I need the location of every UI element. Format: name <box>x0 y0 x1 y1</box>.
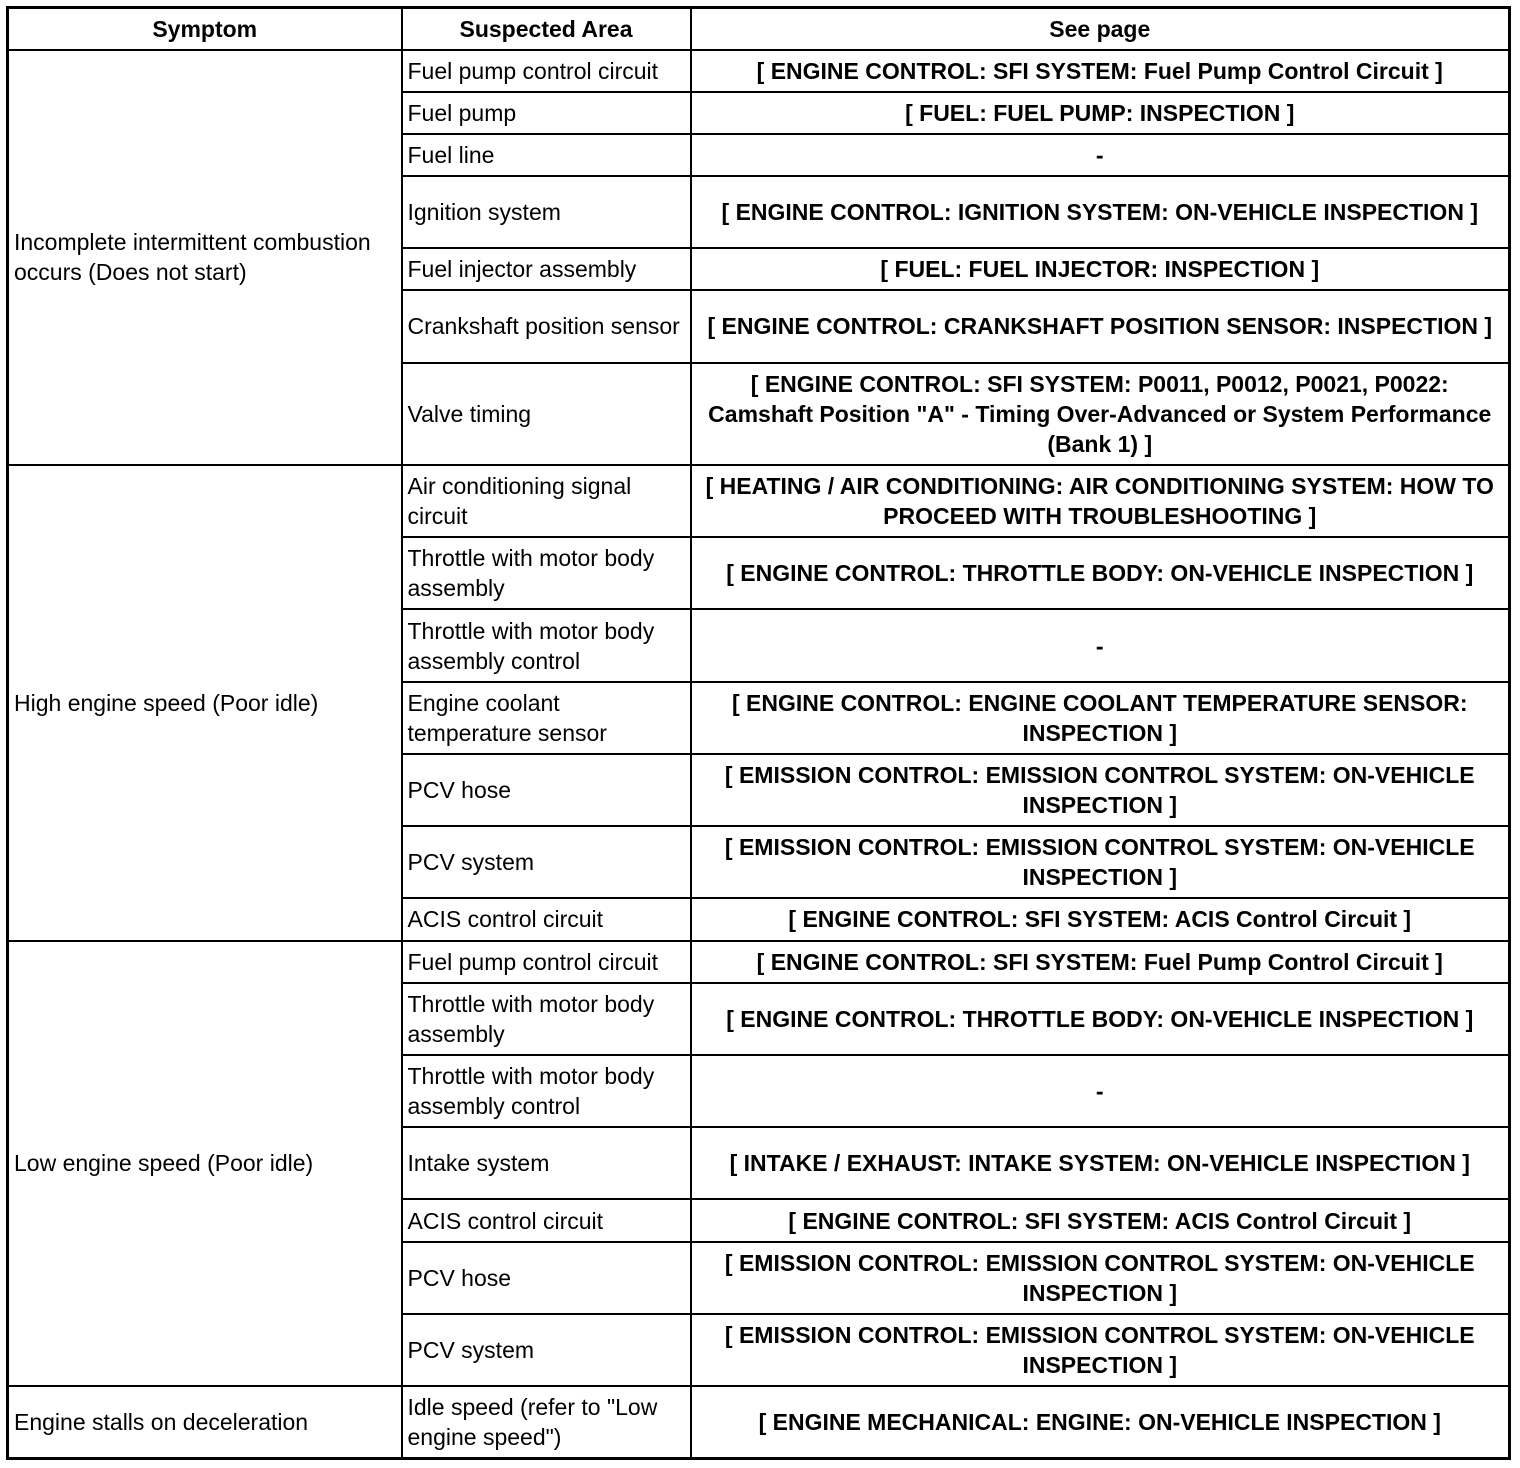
suspected-area-cell: ACIS control circuit <box>402 1199 691 1241</box>
see-page-cell: [ HEATING / AIR CONDITIONING: AIR CONDITIONING SYSTEM: HOW TO PROCEED WITH TROUBLESHOOTING ] <box>691 465 1510 537</box>
header-symptom: Symptom <box>8 8 402 50</box>
suspected-area-cell: Throttle with motor body assembly control <box>402 1055 691 1127</box>
suspected-area-cell: Ignition system <box>402 176 691 248</box>
see-page-cell: [ ENGINE CONTROL: THROTTLE BODY: ON-VEHICLE INSPECTION ] <box>691 537 1510 609</box>
suspected-area-cell: Engine coolant temperature sensor <box>402 682 691 754</box>
table-row <box>8 941 1510 983</box>
table-row <box>8 1386 1510 1458</box>
suspected-area-cell: Fuel injector assembly <box>402 248 691 290</box>
see-page-cell: [ ENGINE CONTROL: CRANKSHAFT POSITION SENSOR: INSPECTION ] <box>691 290 1510 362</box>
see-page-cell: [ ENGINE CONTROL: ENGINE COOLANT TEMPERATURE SENSOR: INSPECTION ] <box>691 682 1510 754</box>
suspected-area-cell: Throttle with motor body assembly control <box>402 609 691 681</box>
see-page-cell: [ EMISSION CONTROL: EMISSION CONTROL SYSTEM: ON-VEHICLE INSPECTION ] <box>691 754 1510 826</box>
suspected-area-cell: PCV system <box>402 826 691 898</box>
see-page-cell: [ INTAKE / EXHAUST: INTAKE SYSTEM: ON-VEHICLE INSPECTION ] <box>691 1127 1510 1199</box>
header-row <box>8 8 1510 50</box>
suspected-area-cell: Fuel line <box>402 134 691 176</box>
see-page-cell: [ ENGINE CONTROL: IGNITION SYSTEM: ON-VEHICLE INSPECTION ] <box>691 176 1510 248</box>
header-see-page: See page <box>691 8 1510 50</box>
table-row <box>8 50 1510 92</box>
see-page-cell: [ ENGINE CONTROL: SFI SYSTEM: P0011, P0012, P0021, P0022: Camshaft Position "A" - Timing Over-Advanced or System Performance (Bank 1) ] <box>691 363 1510 465</box>
suspected-area-cell: Air conditioning signal circuit <box>402 465 691 537</box>
see-page-cell: - <box>691 609 1510 681</box>
see-page-cell: - <box>691 134 1510 176</box>
suspected-area-cell: Intake system <box>402 1127 691 1199</box>
suspected-area-cell: PCV system <box>402 1314 691 1386</box>
see-page-cell: [ EMISSION CONTROL: EMISSION CONTROL SYSTEM: ON-VEHICLE INSPECTION ] <box>691 826 1510 898</box>
suspected-area-cell: Fuel pump control circuit <box>402 50 691 92</box>
see-page-cell: [ ENGINE CONTROL: SFI SYSTEM: ACIS Control Circuit ] <box>691 1199 1510 1241</box>
table-row <box>8 465 1510 537</box>
suspected-area-cell: PCV hose <box>402 1242 691 1314</box>
suspected-area-cell: Throttle with motor body assembly <box>402 537 691 609</box>
suspected-area-cell: Fuel pump control circuit <box>402 941 691 983</box>
header-suspected-area: Suspected Area <box>402 8 691 50</box>
symptom-cell: Low engine speed (Poor idle) <box>8 941 402 1387</box>
see-page-cell: [ ENGINE MECHANICAL: ENGINE: ON-VEHICLE INSPECTION ] <box>691 1386 1510 1458</box>
suspected-area-cell: Fuel pump <box>402 92 691 134</box>
symptom-cell: High engine speed (Poor idle) <box>8 465 402 941</box>
symptom-cell: Incomplete intermittent combustion occurs (Does not start) <box>8 50 402 465</box>
see-page-cell: [ ENGINE CONTROL: SFI SYSTEM: ACIS Control Circuit ] <box>691 898 1510 940</box>
see-page-cell: [ FUEL: FUEL INJECTOR: INSPECTION ] <box>691 248 1510 290</box>
suspected-area-cell: PCV hose <box>402 754 691 826</box>
see-page-cell: [ ENGINE CONTROL: THROTTLE BODY: ON-VEHICLE INSPECTION ] <box>691 983 1510 1055</box>
suspected-area-cell: ACIS control circuit <box>402 898 691 940</box>
see-page-cell: - <box>691 1055 1510 1127</box>
see-page-cell: [ EMISSION CONTROL: EMISSION CONTROL SYSTEM: ON-VEHICLE INSPECTION ] <box>691 1242 1510 1314</box>
suspected-area-cell: Idle speed (refer to "Low engine speed") <box>402 1386 691 1458</box>
symptom-cell: Engine stalls on deceleration <box>8 1386 402 1458</box>
see-page-cell: [ ENGINE CONTROL: SFI SYSTEM: Fuel Pump Control Circuit ] <box>691 941 1510 983</box>
see-page-cell: [ FUEL: FUEL PUMP: INSPECTION ] <box>691 92 1510 134</box>
see-page-cell: [ EMISSION CONTROL: EMISSION CONTROL SYSTEM: ON-VEHICLE INSPECTION ] <box>691 1314 1510 1386</box>
suspected-area-cell: Throttle with motor body assembly <box>402 983 691 1055</box>
see-page-cell: [ ENGINE CONTROL: SFI SYSTEM: Fuel Pump Control Circuit ] <box>691 50 1510 92</box>
troubleshooting-table <box>6 6 1511 1460</box>
suspected-area-cell: Valve timing <box>402 363 691 465</box>
suspected-area-cell: Crankshaft position sensor <box>402 290 691 362</box>
